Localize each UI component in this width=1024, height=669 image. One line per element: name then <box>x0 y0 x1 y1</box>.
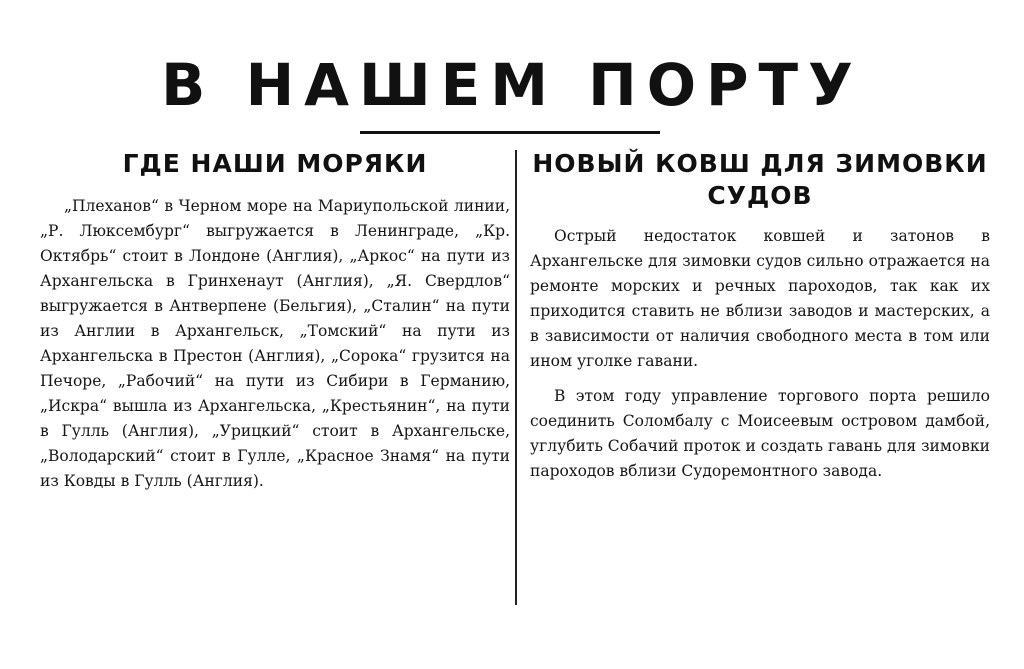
left-article-headline: ГДЕ НАШИ МОРЯКИ <box>122 149 428 178</box>
right-article-headline-line2: СУДОВ <box>707 181 813 210</box>
right-article-paragraph: В этом году управление торгового порта решило соединить Соломбалу с Моисеевым островом дамбой, углубить Собачий проток и создать гавань для зимовки пароходов вблизи Судоремонтного завода. <box>530 387 991 480</box>
right-article-headline-line1: НОВЫЙ КОВШ ДЛЯ ЗИМОВКИ <box>532 149 988 178</box>
right-article-paragraph: Острый недостаток ковшей и затонов в Архангельске для зимовки судов сильно отражается на ремонте морских и речных пароходов, так как их приходится ставить не вблизи заводов и мастерских, а в зависимости от наличия свободного места в том или ином уголке гавани. <box>530 227 990 370</box>
title-underline <box>360 131 660 134</box>
right-article-headline <box>530 148 990 212</box>
left-article-paragraph: „Плеханов“ в Черном море на Мариупольской линии, „Р. Люксембург“ выгружается в Ленинграде, „Кр. Октябрь“ стоит в Лондоне (Англия), „Аркос“ на пути из Архангельска в Гринхенаут (Англия), „Я. Свердлов“ выгружается в Антверпене (Бельгия), „Сталин“ на пути из Англии в Архангельск, „Томский“ на пути из Архангельска в Престон (Англия), „Сорока“ грузится на Печоре, „Рабочий“ на пути из Сибири в Германию, „Искра“ вышла из Архангельска, „Крестьянин“, на пути в Гулль (Англия), „Урицкий“ стоит в Архангельске, „Володарский“ стоит в Гулле, „Красное Знамя“ на пути из Ковды в Гулль (Англия). <box>40 197 510 490</box>
column-divider <box>515 150 517 605</box>
right-article <box>530 148 990 494</box>
left-article <box>40 148 510 504</box>
page-title: В НАШЕМ ПОРТУ <box>161 51 863 119</box>
